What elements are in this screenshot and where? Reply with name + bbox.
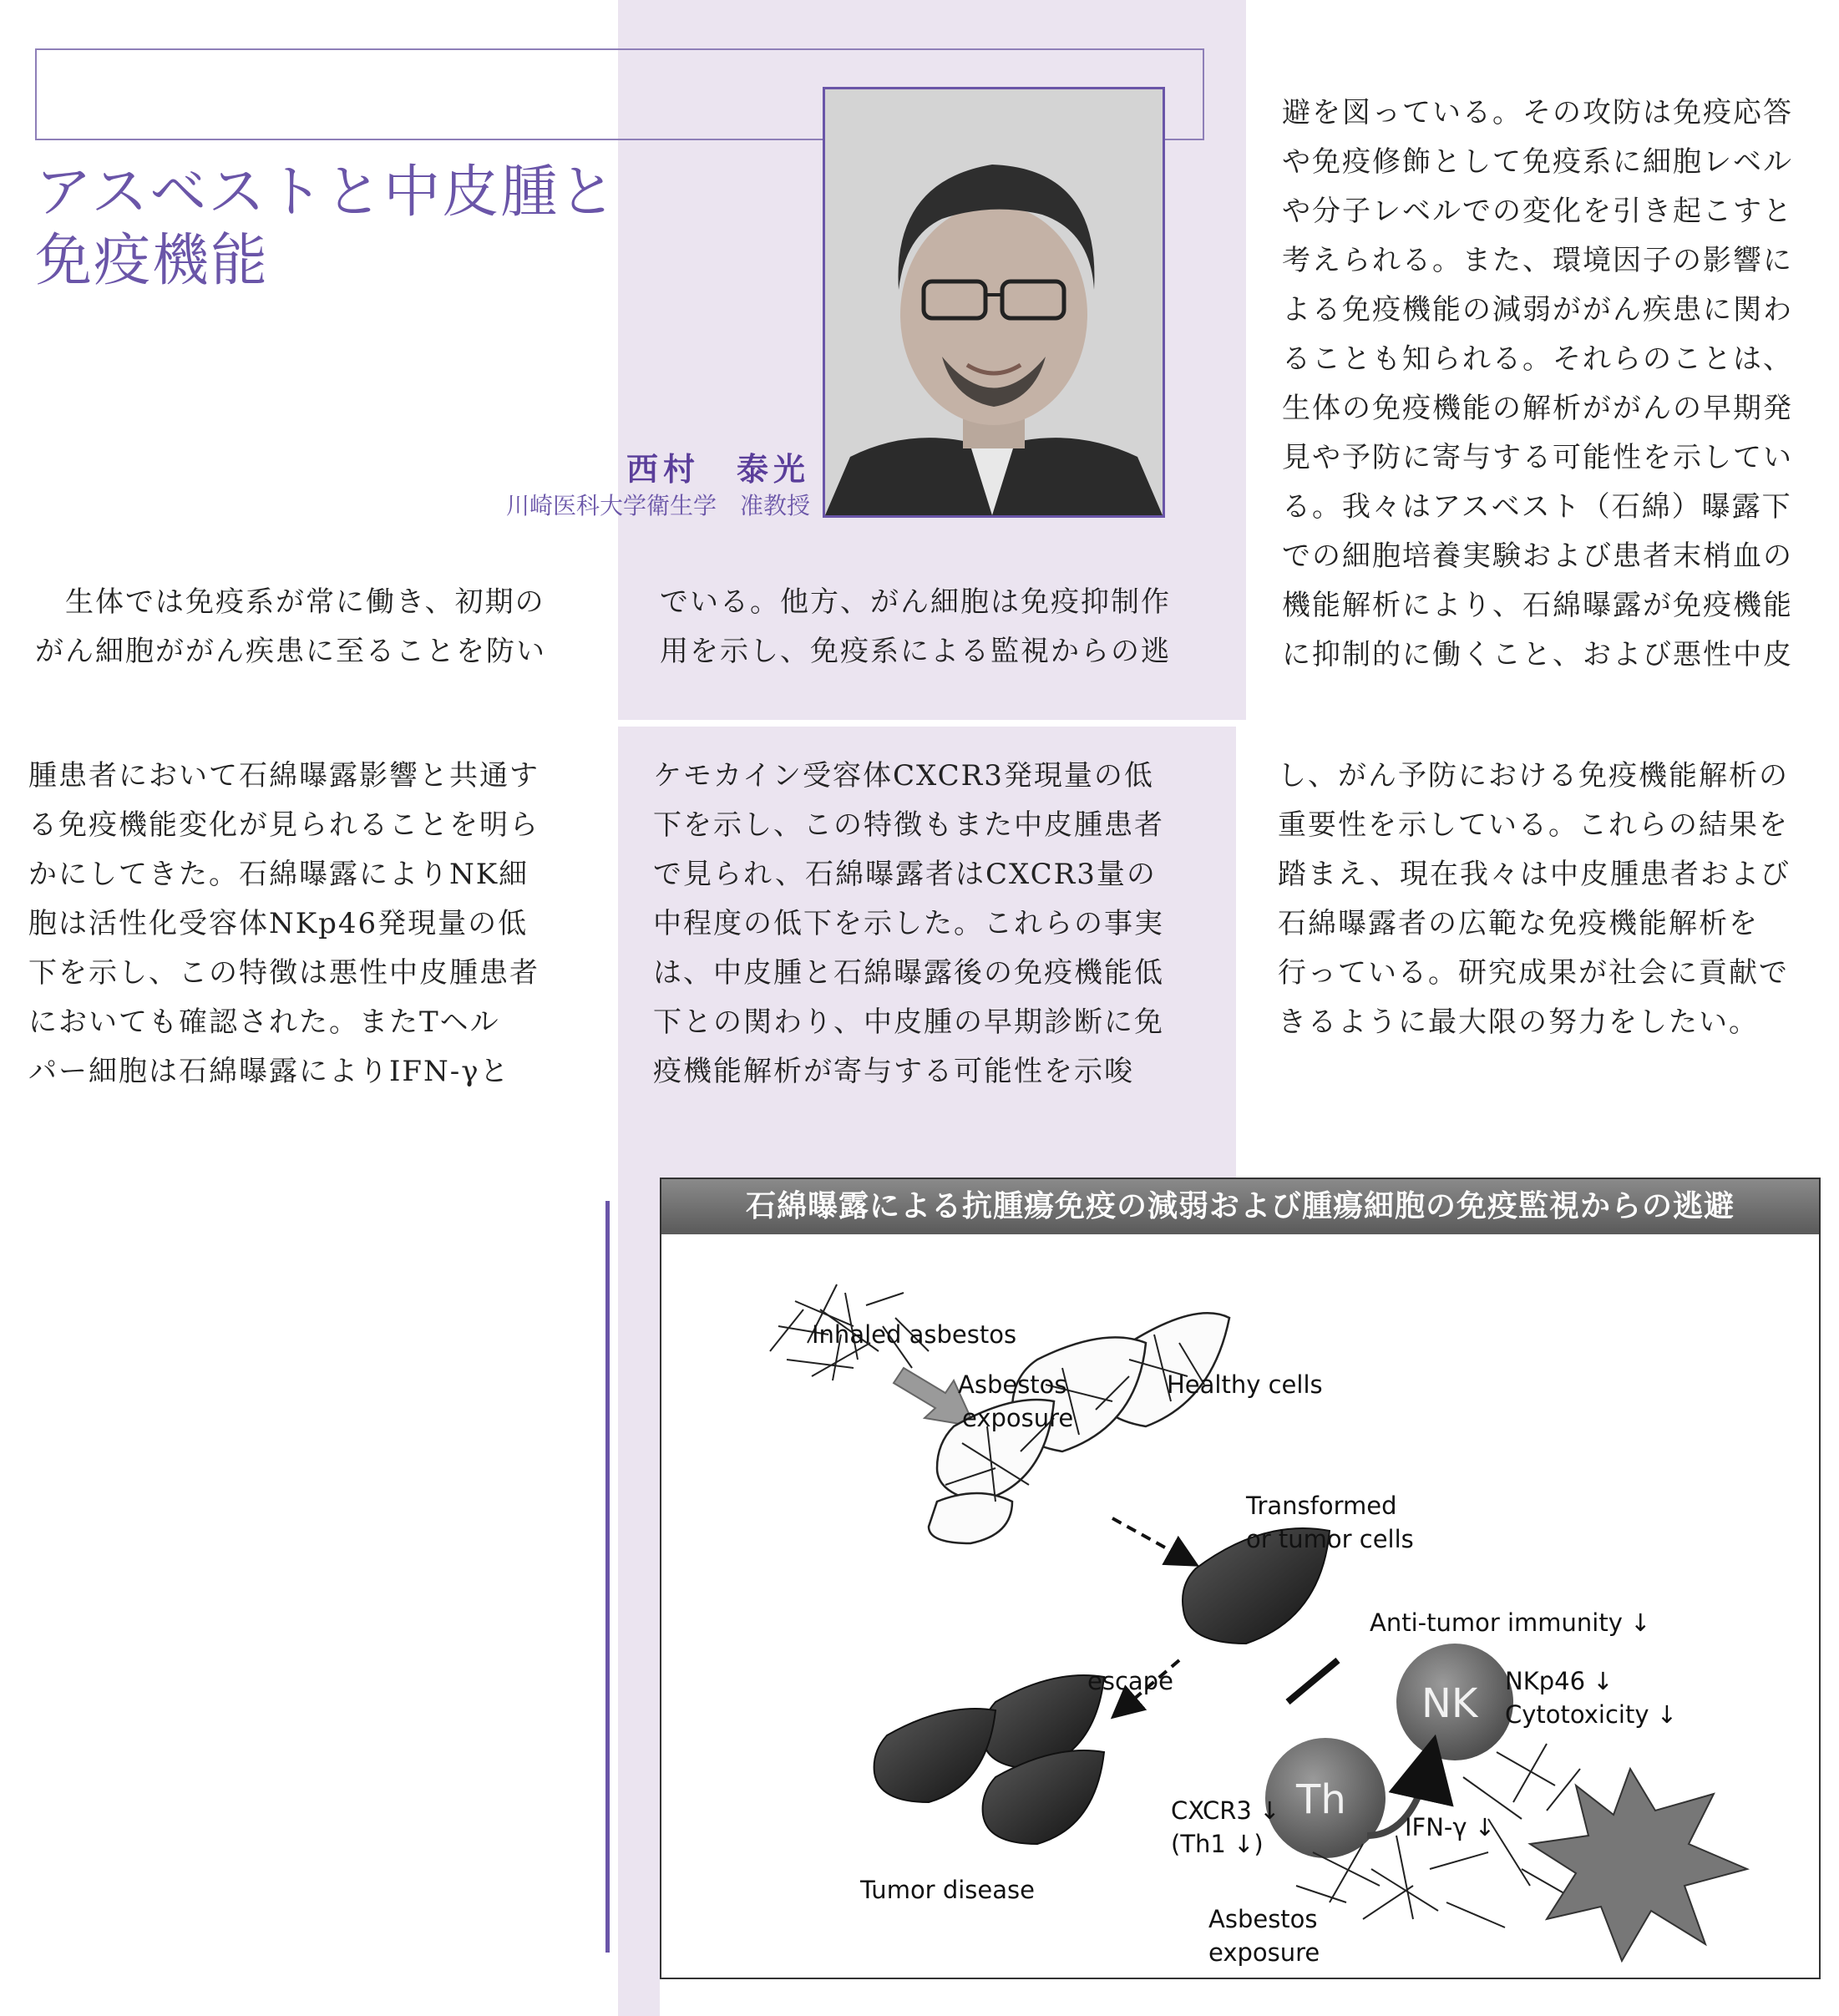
label-nk: NK: [1421, 1680, 1478, 1727]
inhibition-bar: [1288, 1660, 1338, 1702]
page-title: [35, 159, 617, 296]
figure-diagram: [661, 1234, 1819, 1978]
label-escape: escape: [1087, 1667, 1173, 1695]
body-paragraph-col4: 腫患者において石綿曝露影響と共通す る免疫機能変化が見られることを明ら かにしてきた。石綿曝露によりNK細 胞は活性化受容体NKp46発現量の低 下を示し、この特徴は悪性中皮腫患者 においても確認された。またTヘル パー細胞は石綿曝露によりIFN-γと: [28, 759, 540, 1088]
author-block: [506, 449, 810, 523]
label-asbestos-exposure-1b: exposure: [962, 1404, 1074, 1432]
label-inhaled-asbestos: Inhaled asbestos: [812, 1320, 1017, 1349]
body-paragraph-col6: し、がん予防における免疫機能解析の 重要性を示している。これらの結果を 踏まえ、現在我々は中皮腫患者および 石綿曝露者の広範な免疫機能解析を 行っている。研究成果が社会に貢献で きるように最大限の努力をしたい。: [1278, 759, 1791, 1039]
label-healthy-cells: Healthy cells: [1167, 1370, 1323, 1399]
body-paragraph-col2: でいる。他方、がん細胞は免疫抑制作 用を示し、免疫系による監視からの逃: [660, 585, 1171, 668]
label-asbestos-exposure-1a: Asbestos: [958, 1370, 1067, 1399]
label-transformed-2: or tumor cells: [1246, 1525, 1414, 1553]
label-nkp46: NKp46 ↓: [1505, 1667, 1614, 1695]
title-line-2: 免疫機能: [35, 228, 270, 294]
label-tumor-disease: Tumor disease: [860, 1876, 1035, 1904]
author-name: 西村 泰光: [626, 451, 810, 488]
shaded-panel-figure: [618, 1178, 660, 2016]
label-cxcr3: CXCR3 ↓: [1171, 1796, 1280, 1825]
label-th1: (Th1 ↓): [1171, 1830, 1264, 1858]
figure-title: 石綿曝露による抗腫瘍免疫の減弱および腫瘍細胞の免疫監視からの逃避: [661, 1179, 1819, 1234]
label-transformed-1: Transformed: [1246, 1492, 1397, 1520]
body-paragraph-col5: ケモカイン受容体CXCR3発現量の低 下を示し、この特徴もまた中皮腫患者 で見られ、石綿曝露者はCXCR3量の 中程度の低下を示した。これらの事実 は、中皮腫と石綿曝露後の免疫機能低 下との関わり、中皮腫の早期診断に免 疫機能解析が寄与する可能性を示唆: [653, 759, 1164, 1088]
dashed-arrow-transform: [1112, 1518, 1188, 1560]
author-affiliation: 川崎医科大学衛生学 准教授: [505, 492, 810, 519]
title-line-1: アスベストと中皮腫と: [35, 160, 618, 225]
author-photo: [823, 87, 1165, 518]
label-anti-tumor-immunity: Anti-tumor immunity ↓: [1370, 1608, 1651, 1637]
body-paragraph-col1: 生体では免疫系が常に働き、初期の がん細胞ががん疾患に至ることを防い: [35, 585, 546, 668]
body-paragraph-col3: 避を図っている。その攻防は免疫応答 や免疫修飾として免疫系に細胞レベル や分子レベルでの変化を引き起こすと 考えられる。また、環境因子の影響に よる免疫機能の減弱ががん疾患に関わ ることも知られる。それらのことは、 生体の免疫機能の解析ががんの早期発 見や予防に寄与する可能性を示してい る。我々はアスベスト（石綿）曝露下 での細胞培養実験および患者末梢血の 機能解析により、石綿曝露が免疫機能 に抑制的に働くこと、および悪性中皮: [1282, 96, 1793, 671]
tumor-cell-lysed: [1530, 1769, 1747, 1961]
label-asbestos-exposure-2a: Asbestos: [1208, 1905, 1318, 1933]
label-asbestos-exposure-2b: exposure: [1208, 1938, 1320, 1967]
author-portrait-drawing: [825, 89, 1163, 515]
label-ifn-gamma: IFN-γ ↓: [1405, 1813, 1496, 1841]
label-th: Th: [1296, 1776, 1346, 1823]
figure-accent-bar: [605, 1201, 610, 1953]
figure-panel: [660, 1178, 1821, 1979]
tumor-cells: [874, 1675, 1104, 1844]
label-cytotoxicity: Cytotoxicity ↓: [1505, 1700, 1678, 1729]
